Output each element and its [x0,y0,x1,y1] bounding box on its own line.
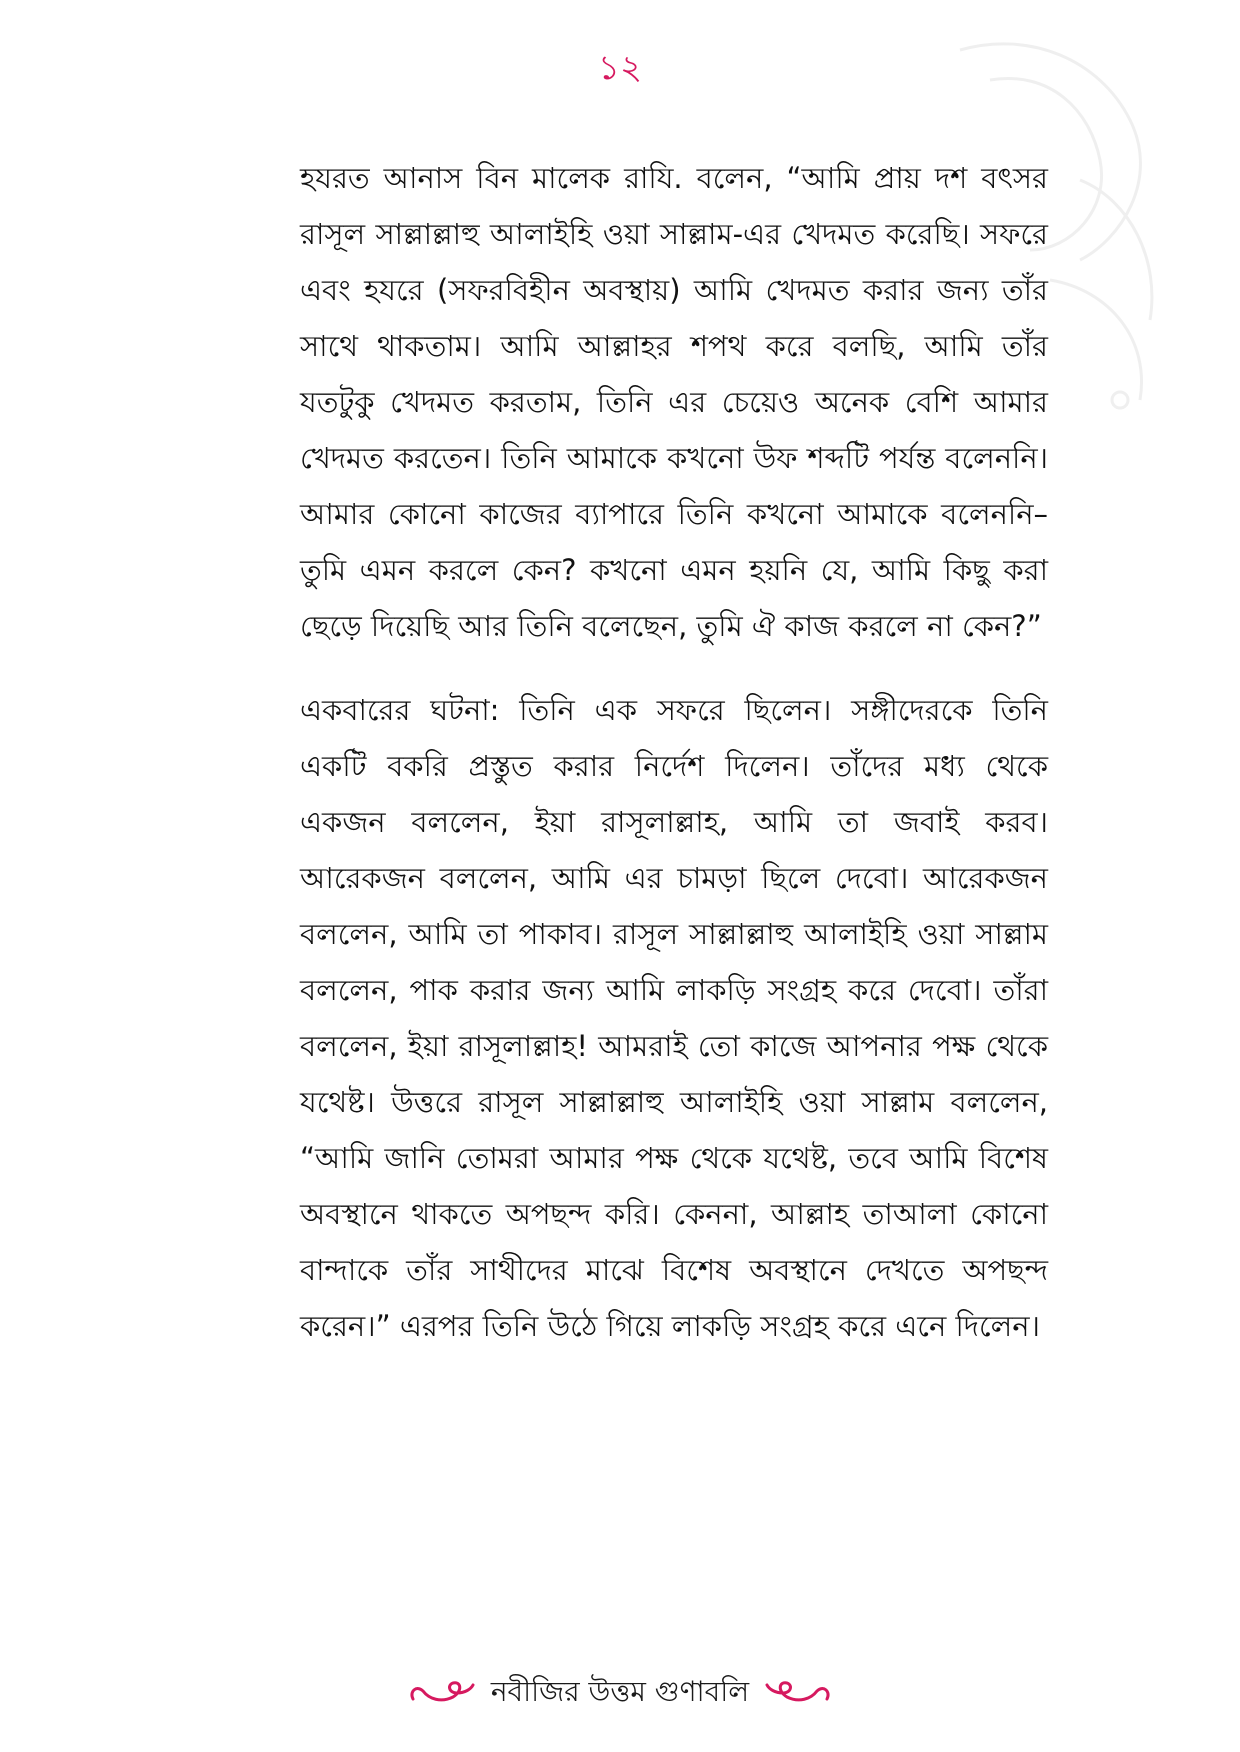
running-footer [0,1670,1240,1717]
right-flourish-icon [763,1677,833,1711]
paragraph-1: হযরত আনাস বিন মালেক রাযি. বলেন, “আমি প্রায় দশ বৎসর রাসূল সাল্লাল্লাহু আলাইহি ওয়া সাল্লাম-এর খেদমত করেছি। সফরে এবং হযরে (সফরবিহীন অবস্থায়) আমি খেদমত করার জন্য তাঁর সাথে থাকতাম। আমি আল্লাহর শপথ করে বলছি, আমি তাঁর যতটুকু খেদমত করতাম, তিনি এর চেয়েও অনেক বেশি আমার খেদমত করতেন। তিনি আমাকে কখনো উফ শব্দটি পর্যন্ত বলেননি। আমার কোনো কাজের ব্যাপারে তিনি কখনো আমাকে বলেননি– তুমি এমন করলে কেন? কখনো এমন হয়নি যে, আমি কিছু করা ছেড়ে দিয়েছি আর তিনি বলেছেন, তুমি ঐ কাজ করলে না কেন?” [300,161,1048,643]
left-flourish-icon [407,1677,477,1711]
body-text [300,150,1048,1354]
paragraph-2: একবারের ঘটনা: তিনি এক সফরে ছিলেন। সঙ্গীদেরকে তিনি একটি বকরি প্রস্তুত করার নির্দেশ দিলেন। তাঁদের মধ্য থেকে একজন বললেন, ইয়া রাসূলাল্লাহ, আমি তা জবাই করব। আরেকজন বললেন, আমি এর চামড়া ছিলে দেবো। আরেকজন বললেন, আমি তা পাকাব। রাসূল সাল্লাল্লাহু আলাইহি ওয়া সাল্লাম বললেন, পাক করার জন্য আমি লাকড়ি সংগ্রহ করে দেবো। তাঁরা বললেন, ইয়া রাসূলাল্লাহ! আমরাই তো কাজে আপনার পক্ষ থেকে যথেষ্ট। উত্তরে রাসূল সাল্লাল্লাহু আলাইহি ওয়া সাল্লাম বললেন, “আমি জানি তোমরা আমার পক্ষ থেকে যথেষ্ট, তবে আমি বিশেষ অবস্থানে থাকতে অপছন্দ করি। কেননা, আল্লাহ তাআলা কোনো বান্দাকে তাঁর সাথীদের মাঝে বিশেষ অবস্থানে দেখতে অপছন্দ করেন।” এরপর তিনি উঠে গিয়ে লাকড়ি সংগ্রহ করে এনে দিলেন। [300,693,1048,1343]
book-title: নবীজির উত্তম গুণাবলি [490,1675,750,1708]
page-number: ১২ [597,48,643,88]
